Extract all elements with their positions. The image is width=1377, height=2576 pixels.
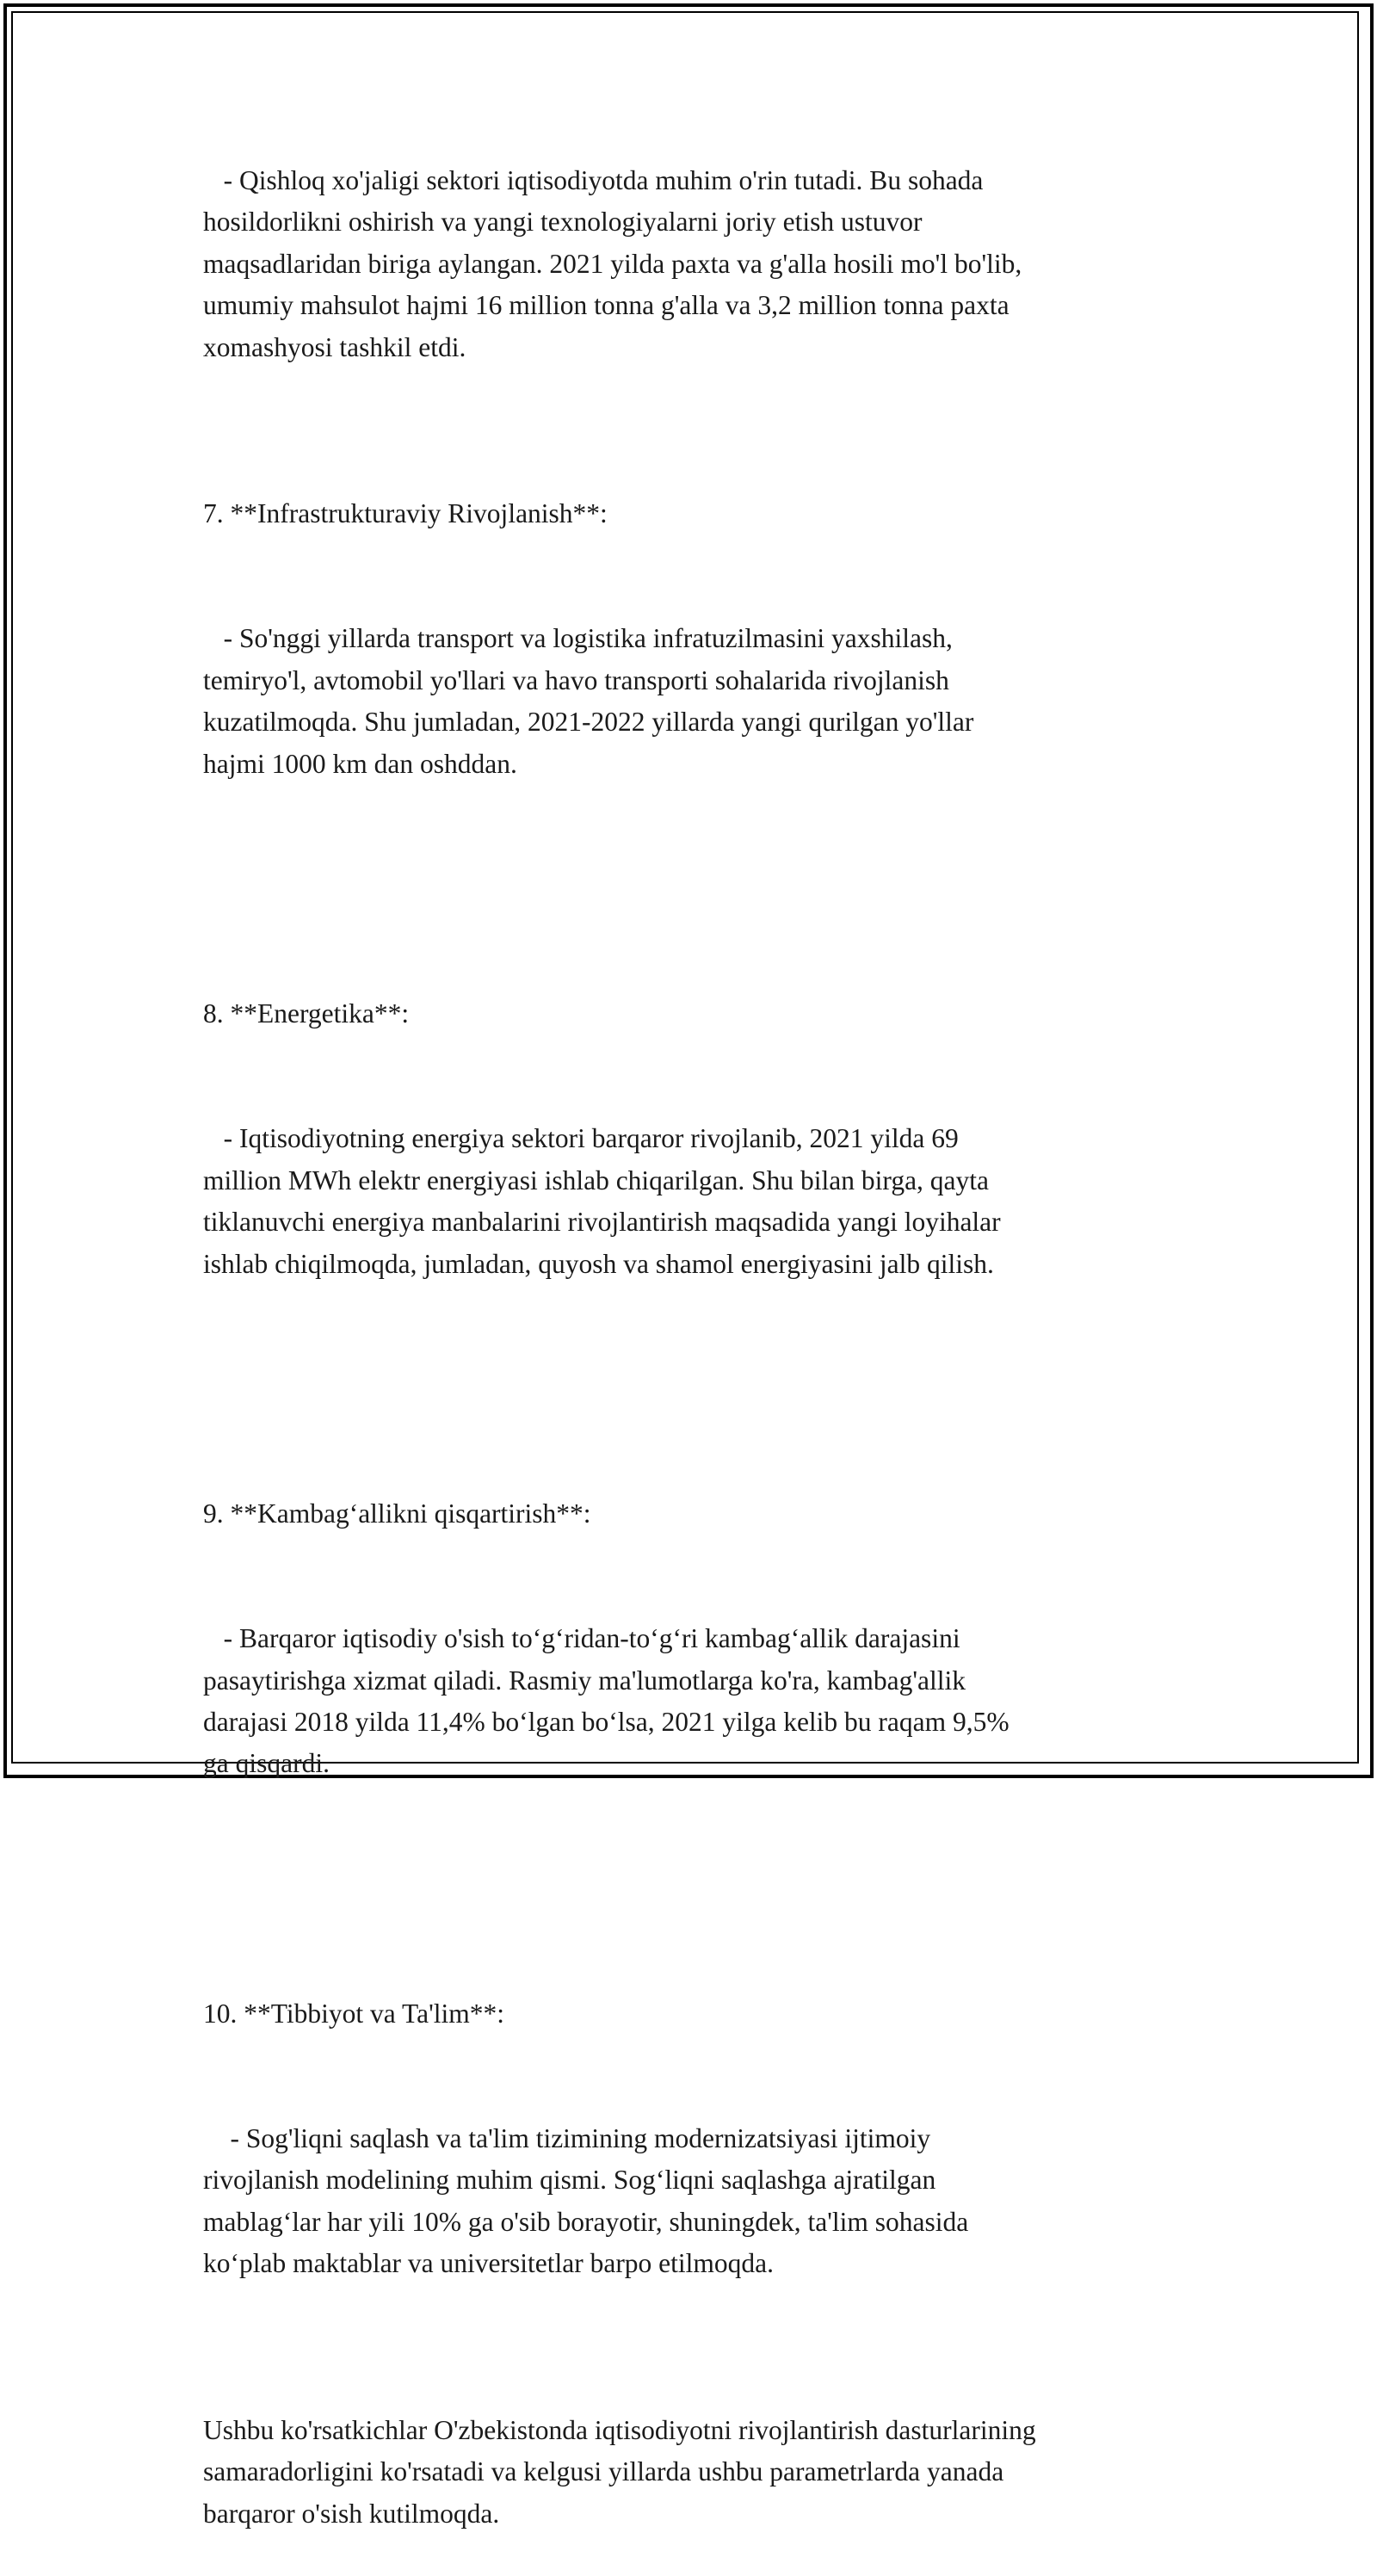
section-energy [203, 910, 1201, 1368]
intro-paragraph: - Qishloq xo'jaligi sektori iqtisodiyotda muhim o'rin tutadi. Bu sohada hosildorlikni oshirish va yangi texnologiyalarni joriy etish ustuvor maqsadlaridan biriga aylangan. 2021 yilda paxta va g'alla hosili mo'l bo'lib, umumiy mahsulot hajmi 16 million tonna g'alla va 3,2 million tonna paxta xomashyosi tashkil etdi. [203, 165, 1022, 362]
section-heading: 10. **Tibbiyot va Ta'lim**: [203, 1998, 505, 2029]
section-health-education [203, 1910, 1201, 2368]
section-heading: 7. **Infrastrukturaviy Rivojlanish**: [203, 498, 608, 529]
section-heading: 8. **Energetika**: [203, 998, 410, 1029]
section-heading: 9. **Kambag‘allikni qisqartirish**: [203, 1498, 591, 1529]
document-body [203, 160, 1201, 2576]
section-infrastructure [203, 410, 1201, 868]
section-poverty [203, 1410, 1201, 1868]
conclusion-paragraph: Ushbu ko'rsatkichlar O'zbekistonda iqtisodiyotni rivojlantirish dasturlarining samaradorligini ko'rsatadi va kelgusi yillarda ushbu parametrlarda yanada barqaror o'sish kutilmoqda. [203, 2414, 1036, 2529]
section-text: - Sog'liqni saqlash va ta'lim tizimining modernizatsiyasi ijtimoiy rivojlanish modelining muhim qismi. Sog‘liqni saqlashga ajratilgan mablag‘lar har yili 10% ga o'sib borayotir, shuningdek, ta'lim sohasida ko‘plab maktablar va universitetlar barpo etilmoqda. [203, 2123, 969, 2279]
section-text: - Iqtisodiyotning energiya sektori barqaror rivojlanib, 2021 yilda 69 million MWh elektr energiyasi ishlab chiqarilgan. Shu bilan birga, qayta tiklanuvchi energiya manbalarini rivojlantirish maqsadida yangi loyihalar ishlab chiqilmoqda, jumladan, quyosh va shamol energiyasini jalb qilish. [203, 1123, 1001, 1279]
section-text: - Barqaror iqtisodiy o'sish to‘g‘ridan-to‘g‘ri kambag‘allik darajasini pasaytirishga xizmat qiladi. Rasmiy ma'lumotlarga ko'ra, kambag'allik darajasi 2018 yilda 11,4% bo‘lgan bo‘lsa, 2021 yilga kelib bu raqam 9,5% ga qisqardi. [203, 1623, 1010, 1779]
section-text: - So'nggi yillarda transport va logistika infratuzilmasini yaxshilash, temiryo'l, avtomobil yo'llari va havo transporti sohalarida rivojlanish kuzatilmoqda. Shu jumladan, 2021-2022 yillarda yangi qurilgan yo'llar hajmi 1000 km dan oshddan. [203, 623, 974, 779]
